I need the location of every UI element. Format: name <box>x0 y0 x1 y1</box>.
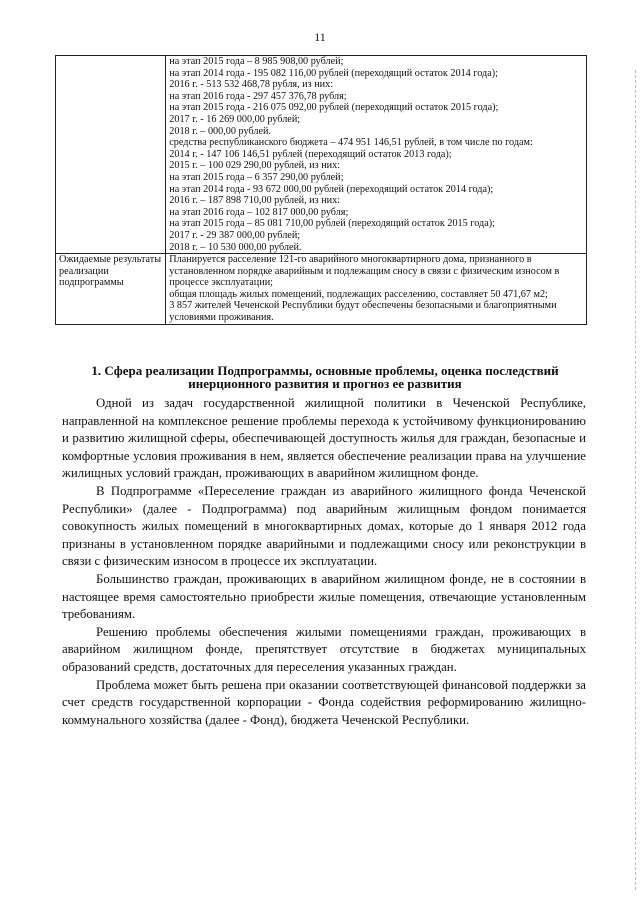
funding-line: 2016 г. - 513 532 468,78 рубля, из них: <box>169 79 334 91</box>
funding-label-cell <box>56 56 166 254</box>
funding-line: средства республиканского бюджета – 474 951 146,51 рублей, в том числе по годам: <box>169 137 533 149</box>
funding-line: на этап 2015 года – 8 985 908,00 рублей; <box>169 56 344 67</box>
funding-row <box>56 56 587 254</box>
funding-line: на этап 2014 года - 93 672 000,00 рублей (переходящий остаток 2014 года); <box>169 183 494 195</box>
section-title: 1. Сфера реализации Подпрограммы, основные проблемы, оценка последствий инерционного развития и прогноз ее развития <box>91 363 559 391</box>
expected-results-label: Ожидаемые результаты реализации подпрограммы <box>56 254 166 325</box>
funding-line: 2017 г. - 29 387 000,00 рублей; <box>169 229 301 241</box>
funding-line: на этап 2016 года - 297 457 376,78 рубля; <box>169 90 347 102</box>
page-number: 11 <box>314 30 326 44</box>
funding-line: 2018 г. – 000,00 рублей. <box>169 125 271 137</box>
expected-results-row <box>56 254 587 325</box>
funding-line: 2015 г. – 100 029 290,00 рублей, из них: <box>169 160 341 172</box>
funding-line: на этап 2014 года - 195 082 116,00 рублей (переходящий остаток 2014 года); <box>169 67 498 79</box>
funding-line: на этап 2015 года – 85 081 710,00 рублей (переходящий остаток 2015 года); <box>169 218 495 230</box>
expected-results-values <box>166 254 587 325</box>
body-paragraph: Проблема может быть решена при оказании соответствующей финансовой поддержки за счет средств государственной корпорации - Фонда содействия реформированию жилищно-коммунального хозяйства (далее - Фонд), бюджета Чеченской Республики. <box>62 677 586 727</box>
expected-line: 3 857 жителей Чеченской Республики будут обеспечены безопасными и благоприятными условиями проживания. <box>169 300 557 324</box>
body-paragraph: Большинство граждан, проживающих в аварийном жилищном фонде, не в состоянии в настоящее время самостоятельно приобрести жилые помещения, отвечающие установленным требованиям. <box>62 571 586 622</box>
funding-line: на этап 2015 года – 6 357 290,00 рублей; <box>169 171 344 183</box>
funding-line: 2016 г. – 187 898 710,00 рублей, из них: <box>169 195 341 207</box>
expected-line: Планируется расселение 121-го аварийного многоквартирного дома, признанного в установленном порядке аварийным и подлежащим сносу в связи с физическим износом в процессе эксплуатации; <box>169 254 560 289</box>
funding-values-cell <box>166 56 587 254</box>
passport-table <box>55 55 587 325</box>
expected-line: общая площадь жилых помещений, подлежащих расселению, составляет 50 471,67 м2; <box>169 288 548 300</box>
body-paragraph: Одной из задач государственной жилищной политики в Чеченской Республике, направленной на комплексное решение проблемы перехода к устойчивому функционированию и развитию жилищной сферы, обеспечивающей доступность жилья для граждан, безопасные и комфортные условия проживания в нем, является обеспечение реализации права на улучшение жилищных условий граждан, проживающих в аварийном жилищном фонде. <box>62 396 586 481</box>
funding-line: на этап 2016 года – 102 817 000,00 рубля; <box>169 206 349 218</box>
body-paragraph: В Подпрограмме «Переселение граждан из аварийного жилищного фонда Чеченской Республики» (далее - Подпрограмма) под аварийным жилищным фондом понимается совокупность жилых помещений в многоквартирных домах, которые до 1 января 2012 года признаны в установленном порядке аварийными и подлежащими сносу или реконструкции в связи с физическим износом в процессе их эксплуатации. <box>62 483 586 569</box>
section-body <box>62 395 586 729</box>
scan-edge-marks <box>633 70 636 890</box>
body-paragraph: Решению проблемы обеспечения жилыми помещениями граждан, проживающих в аварийном жилищном фонде, препятствует отсутствие в бюджетах муниципальных образований средств, достаточных для переселения указанных граждан. <box>62 624 586 674</box>
funding-line: 2018 г. – 10 530 000,00 рублей. <box>169 241 302 253</box>
funding-line: на этап 2015 года - 216 075 092,00 рублей (переходящий остаток 2015 года); <box>169 102 499 114</box>
funding-line: 2017 г. - 16 269 000,00 рублей; <box>169 113 301 125</box>
funding-line: 2014 г. - 147 106 146,51 рублей (переходящий остаток 2013 года); <box>169 148 452 160</box>
